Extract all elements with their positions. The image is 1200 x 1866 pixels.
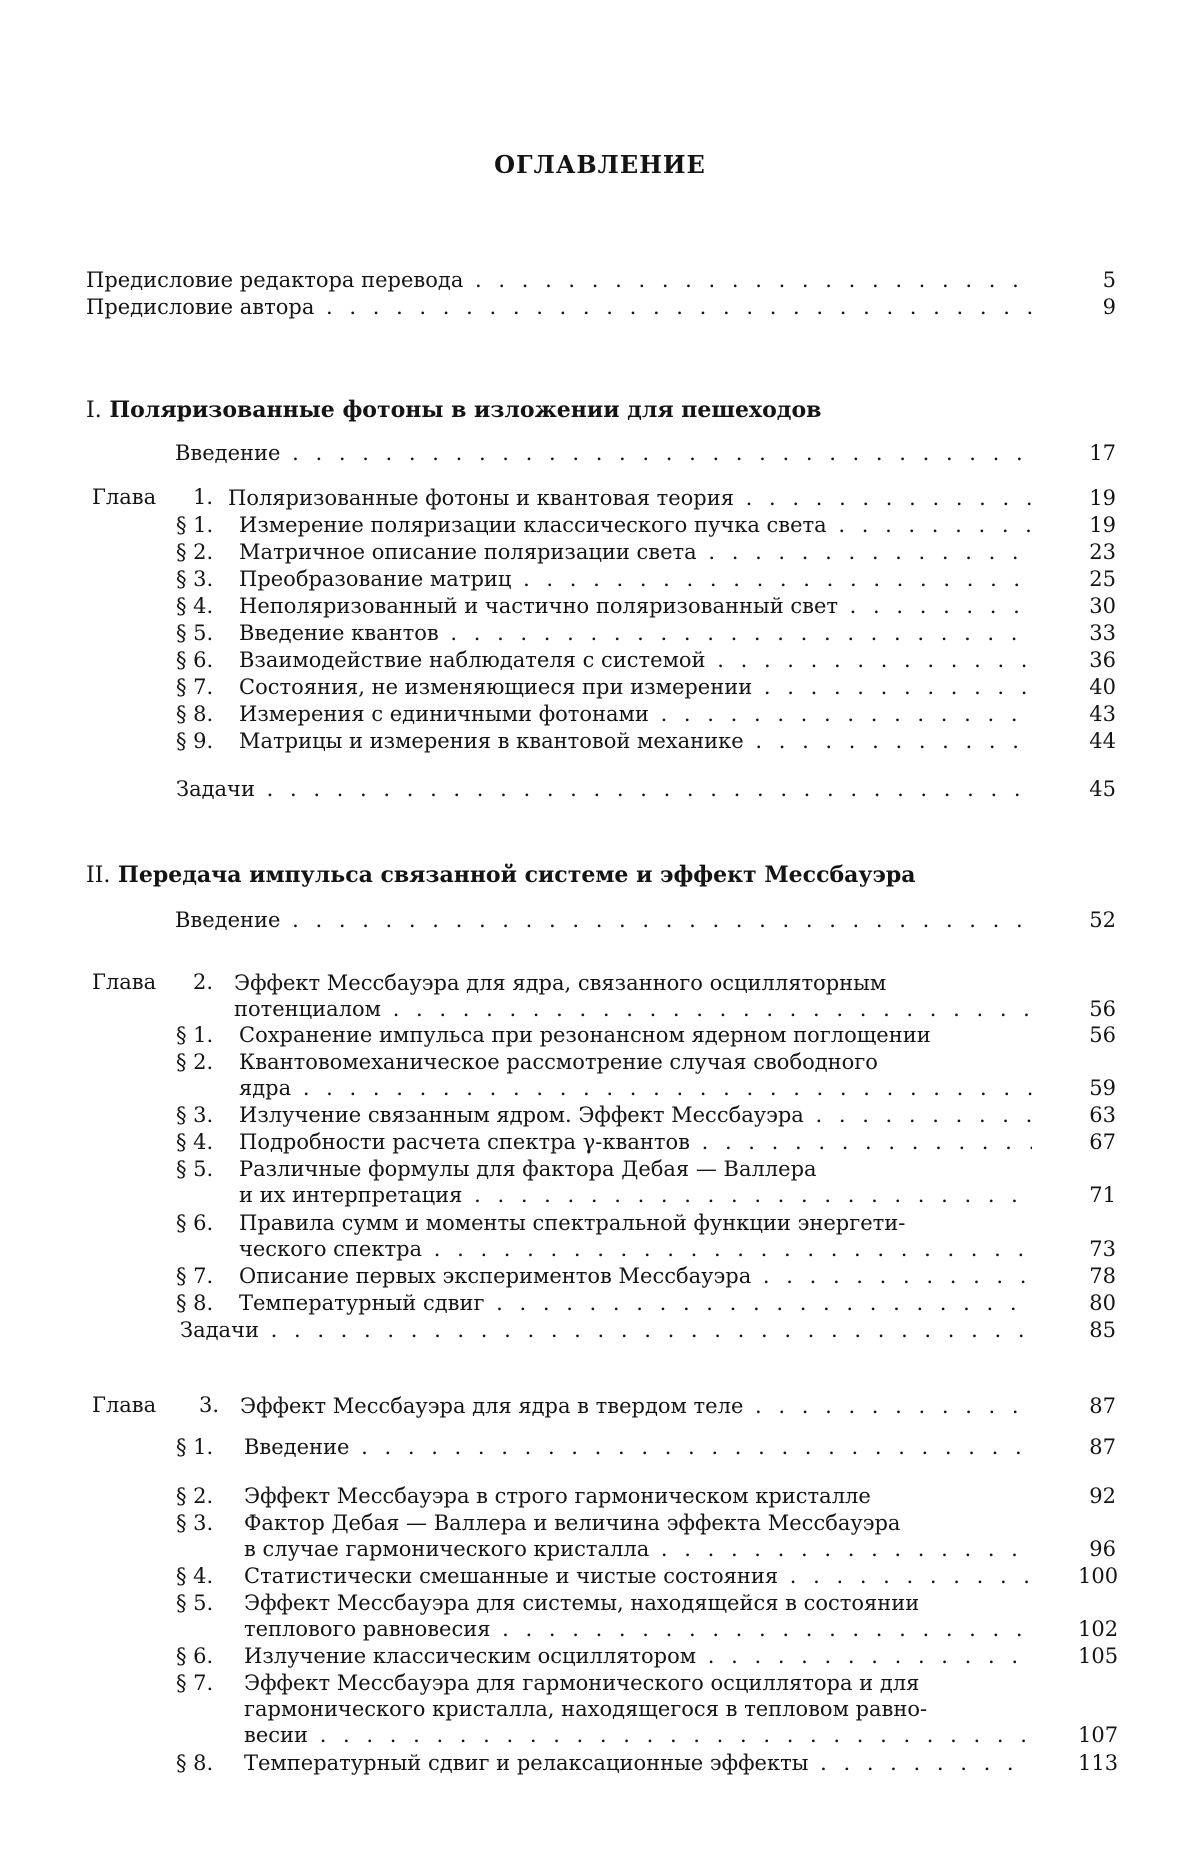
part-title: Поляризованные фотоны в изложении для пешеходов [109, 397, 822, 423]
section-number: § 5. [176, 1157, 214, 1181]
section-entry[interactable] [176, 1022, 1032, 1048]
section-entry[interactable] [176, 1102, 1032, 1128]
entry-label: Предисловие редактора перевода . . . [86, 267, 1032, 293]
section-label: Подробности расчета спектра γ-квантов . . . [239, 1129, 1032, 1155]
entry-page: 67 [1089, 1130, 1116, 1154]
section-label: Различные формулы для фактора Дебая — Валлера [239, 1157, 817, 1181]
section-label: Излучение связанным ядром. Эффект Мессбауэра . . . [239, 1102, 1032, 1128]
section-number: § 4. [176, 1564, 214, 1588]
entry-page: 19 [1089, 513, 1116, 537]
section-label: Взаимодействие наблюдателя с системой . . . [239, 647, 1032, 673]
entry-page: 87 [1089, 1435, 1116, 1459]
section-number: § 2. [176, 1484, 214, 1508]
section-entry[interactable] [176, 1670, 1032, 1748]
entry-label: Предисловие автора . . . [86, 294, 1032, 320]
section-number: § 4. [176, 1130, 214, 1154]
section-label: Измерение поляризации классического пучка света . . . [239, 512, 1032, 538]
chapter-label: Глава [92, 1393, 157, 1417]
section-label-continued: в случае гармонического кристалла . . . [244, 1536, 1032, 1562]
section-entry[interactable] [176, 512, 1032, 538]
section-number: § 1. [176, 1023, 214, 1047]
entry-page: 30 [1089, 594, 1116, 618]
section-number: § 2. [176, 1050, 214, 1074]
part-heading [86, 397, 821, 423]
entry-page: 33 [1089, 621, 1116, 645]
section-label-continued: весии . . . [244, 1722, 1032, 1748]
section-label: Температурный сдвиг и релаксационные эффекты . . . [244, 1750, 1032, 1776]
entry-page: 102 [1078, 1617, 1119, 1641]
section-number: § 6. [176, 1644, 214, 1668]
section-entry[interactable] [176, 1129, 1032, 1155]
section-entry[interactable] [176, 1643, 1032, 1669]
chapter-number: 2. [193, 970, 214, 994]
toc-entry[interactable] [175, 440, 1032, 466]
section-label: Матрицы и измерения в квантовой механике . . . [239, 728, 1032, 754]
section-number: § 7. [176, 1671, 214, 1695]
entry-page: 63 [1089, 1103, 1116, 1127]
section-label: Измерения с единичными фотонами . . . [239, 701, 1032, 727]
section-label: Статистически смешанные и чистые состояния . . . [244, 1563, 1032, 1589]
section-number: § 6. [176, 1211, 214, 1235]
chapter-label: Глава [92, 970, 157, 994]
section-label: Введение . . . [244, 1434, 1032, 1460]
section-label-continued: гармонического кристалла, находящегося в тепловом равно- [244, 1697, 928, 1721]
section-label: Эффект Мессбауэра для гармонического осциллятора и для [244, 1671, 920, 1695]
section-label-continued: и их интерпретация . . . [239, 1182, 1032, 1208]
part-title: Передача импульса связанной системе и эффект Мессбауэра [118, 862, 916, 888]
entry-page: 17 [1089, 441, 1116, 465]
section-number: § 1. [176, 1435, 214, 1459]
entry-page: 105 [1078, 1644, 1119, 1668]
section-entry[interactable] [176, 1434, 1032, 1460]
entry-label: Задачи . . . [176, 776, 1032, 802]
section-label-continued: теплового равновесия . . . [244, 1616, 1032, 1642]
section-entry[interactable] [176, 566, 1032, 592]
chapter-title: Эффект Мессбауэра для ядра в твердом теле . . . [240, 1393, 1032, 1419]
entry-page: 96 [1089, 1537, 1116, 1561]
section-number: § 6. [176, 648, 214, 672]
entry-page: 78 [1089, 1264, 1116, 1288]
section-entry[interactable] [176, 1049, 1032, 1101]
section-number: § 3. [176, 1103, 214, 1127]
section-number: § 5. [176, 621, 214, 645]
entry-page: 45 [1089, 777, 1116, 801]
section-label: Введение квантов . . . [239, 620, 1032, 646]
section-label: Излучение классическим осциллятором . . . [244, 1643, 1032, 1669]
entry-page: 107 [1078, 1723, 1119, 1747]
section-number: § 4. [176, 594, 214, 618]
entry-page: 113 [1078, 1751, 1119, 1775]
section-entry[interactable] [176, 593, 1032, 619]
section-entry[interactable] [176, 1156, 1032, 1208]
section-number: § 8. [176, 1751, 214, 1775]
section-entry[interactable] [176, 1210, 1032, 1262]
section-label: Состояния, не изменяющиеся при измерении . . . [239, 674, 1032, 700]
toc-entry[interactable] [180, 1317, 1032, 1343]
entry-page: 43 [1089, 702, 1116, 726]
entry-page: 40 [1089, 675, 1116, 699]
entry-page: 87 [1089, 1394, 1116, 1418]
section-label: Описание первых экспериментов Мессбауэра . . . [239, 1263, 1032, 1289]
section-number: § 7. [176, 1264, 214, 1288]
section-number: § 8. [176, 1291, 214, 1315]
page-title: ОГЛАВЛЕНИЕ [494, 150, 706, 179]
entry-page: 5 [1102, 268, 1116, 292]
entry-page: 9 [1102, 295, 1116, 319]
chapter-label: Глава [92, 485, 157, 509]
part-number: II. [86, 863, 111, 888]
section-entry[interactable] [176, 674, 1032, 700]
entry-page: 23 [1089, 540, 1116, 564]
part-number: I. [86, 398, 102, 423]
entry-label: Задачи . . . [180, 1317, 1032, 1343]
entry-page: 80 [1089, 1291, 1116, 1315]
entry-page: 59 [1089, 1076, 1116, 1100]
section-number: § 3. [176, 567, 214, 591]
entry-page: 56 [1089, 1023, 1116, 1047]
section-entry[interactable] [176, 1510, 1032, 1562]
section-label: Матричное описание поляризации света . . . [239, 539, 1032, 565]
toc-entry[interactable] [175, 907, 1032, 933]
section-label: Фактор Дебая — Валлера и величина эффекта Мессбауэра [244, 1511, 901, 1535]
section-label: Неполяризованный и частично поляризованный свет . . . [239, 593, 1032, 619]
toc-entry[interactable] [86, 267, 1032, 293]
chapter-entry[interactable] [240, 1393, 1032, 1419]
entry-page: 19 [1089, 486, 1116, 510]
section-number: § 5. [176, 1591, 214, 1615]
chapter-entry[interactable] [228, 485, 1032, 511]
section-entry[interactable] [176, 1563, 1032, 1589]
section-entry[interactable] [176, 1483, 1032, 1509]
section-entry[interactable] [176, 1750, 1032, 1776]
chapter-number: 1. [193, 485, 214, 509]
section-label: Эффект Мессбауэра для системы, находящейся в состоянии [244, 1591, 920, 1615]
section-number: § 8. [176, 702, 214, 726]
entry-page: 44 [1089, 729, 1116, 753]
entry-page: 92 [1089, 1484, 1116, 1508]
entry-page: 25 [1089, 567, 1116, 591]
section-number: § 2. [176, 540, 214, 564]
chapter-title: Поляризованные фотоны и квантовая теория . . . [228, 485, 1032, 511]
chapter-title-continued: потенциалом . . . [234, 996, 1032, 1022]
section-number: § 7. [176, 675, 214, 699]
entry-page: 56 [1089, 997, 1116, 1021]
entry-page: 36 [1089, 648, 1116, 672]
section-entry[interactable] [176, 728, 1032, 754]
entry-page: 100 [1078, 1564, 1119, 1588]
chapter-title: Эффект Мессбауэра для ядра, связанного осцилляторным [234, 971, 887, 995]
section-entry[interactable] [176, 539, 1032, 565]
entry-page: 52 [1089, 908, 1116, 932]
entry-label: Введение . . . [175, 440, 1032, 466]
section-label: Эффект Мессбауэра в строго гармоническом кристалле [244, 1484, 871, 1508]
chapter-entry[interactable] [234, 970, 1032, 1022]
section-entry[interactable] [176, 620, 1032, 646]
entry-page: 73 [1089, 1237, 1116, 1261]
section-entry[interactable] [176, 701, 1032, 727]
section-label-continued: ядра . . . [239, 1075, 1032, 1101]
section-label: Сохранение импульса при резонансном ядерном поглощении [239, 1023, 931, 1047]
section-label: Правила сумм и моменты спектральной функции энергети- [239, 1211, 906, 1235]
section-number: § 9. [176, 729, 214, 753]
section-entry[interactable] [176, 1290, 1032, 1316]
section-label: Квантовомеханическое рассмотрение случая свободного [239, 1050, 878, 1074]
toc-entry[interactable] [86, 294, 1032, 320]
chapter-number: 3. [199, 1393, 220, 1417]
section-entry[interactable] [176, 1263, 1032, 1289]
part-heading [86, 862, 916, 888]
section-label: Преобразование матриц . . . [239, 566, 1032, 592]
entry-page: 71 [1089, 1183, 1116, 1207]
section-number: § 1. [176, 513, 214, 537]
section-entry[interactable] [176, 1590, 1032, 1642]
section-number: § 3. [176, 1511, 214, 1535]
entry-label: Введение . . . [175, 907, 1032, 933]
entry-page: 85 [1089, 1318, 1116, 1342]
section-entry[interactable] [176, 647, 1032, 673]
section-label: Температурный сдвиг . . . [239, 1290, 1032, 1316]
section-label-continued: ческого спектра . . . [239, 1236, 1032, 1262]
toc-entry[interactable] [176, 776, 1032, 802]
